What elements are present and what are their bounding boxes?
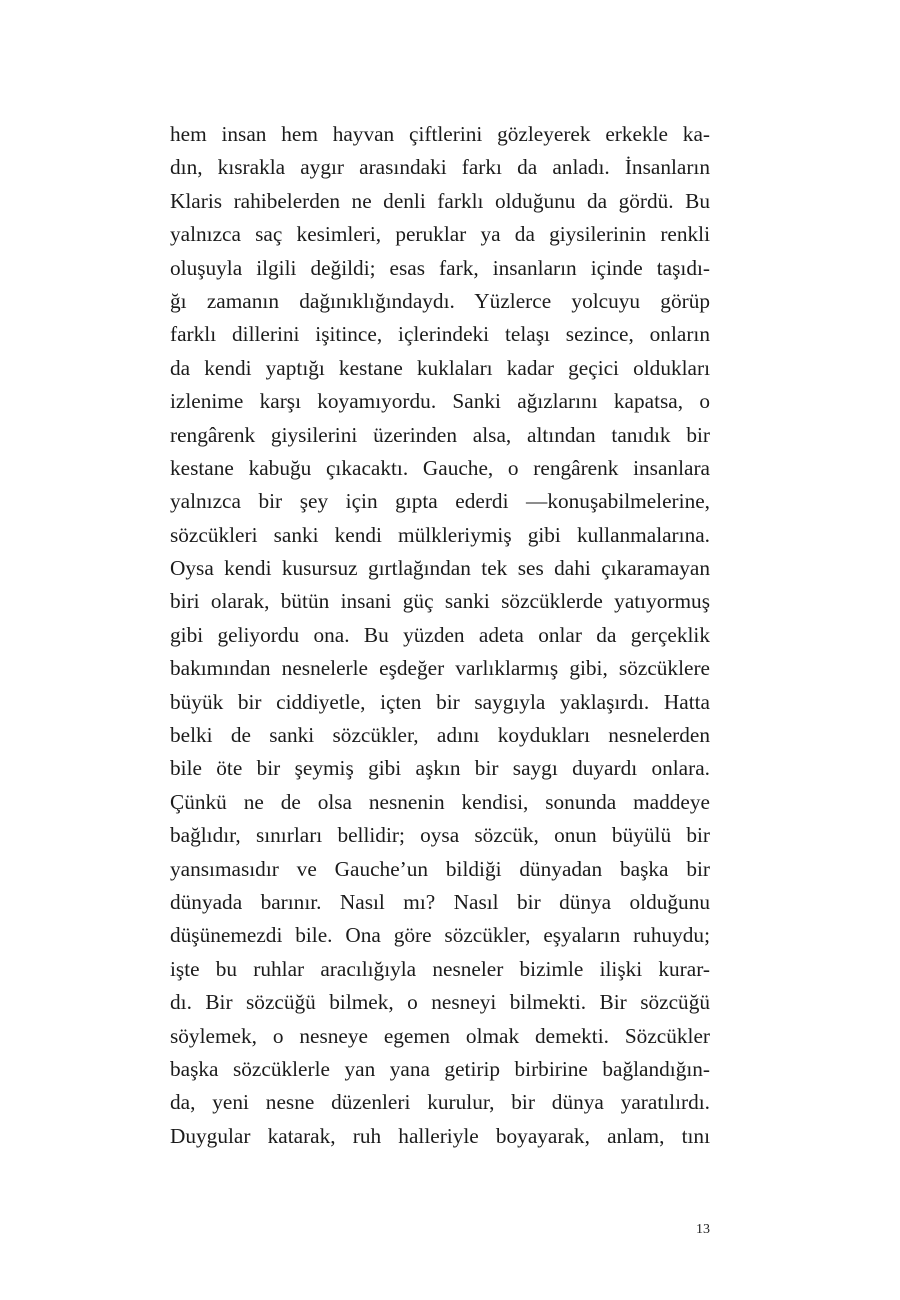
text-line: düşünemezdi bile. Ona göre sözcükler, eşyaların ruhuydu; (170, 923, 710, 948)
text-line: dünyada barınır. Nasıl mı? Nasıl bir dünya olduğunu (170, 889, 710, 914)
text-line: bile öte bir şeymiş gibi aşkın bir saygı duyardı onlara. (170, 756, 710, 781)
text-line: hem insan hem hayvan çiftlerini gözleyerek erkekle ka- (170, 122, 710, 146)
page-number: 13 (696, 1222, 710, 1237)
text-line: da, yeni nesne düzenleri kurulur, bir dünya yaratılırdı. (170, 1090, 710, 1115)
text-line: oluşuyla ilgili değildi; esas fark, insanların içinde taşıdı- (170, 255, 710, 280)
text-line: da kendi yaptığı kestane kuklaları kadar geçici oldukları (170, 355, 710, 380)
text-line: Oysa kendi kusursuz gırtlağından tek ses dahi çıkaramayan (170, 556, 710, 581)
text-line: rengârenk giysilerini üzerinden alsa, altından tanıdık bir (170, 422, 710, 447)
text-line: Çünkü ne de olsa nesnenin kendisi, sonunda maddeye (170, 789, 710, 814)
text-line: ğı zamanın dağınıklığındaydı. Yüzlerce yolcuyu görüp (170, 288, 710, 313)
text-line: biri olarak, bütün insani güç sanki sözcüklerde yatıyormuş (170, 589, 710, 614)
text-line: sözcükleri sanki kendi mülkleriymiş gibi kullanmalarına. (170, 522, 710, 547)
text-line: Duygular katarak, ruh halleriyle boyayarak, anlam, tını (170, 1123, 710, 1148)
text-line: izlenime karşı koyamıyordu. Sanki ağızlarını kapatsa, o (170, 389, 710, 414)
body-text (170, 118, 710, 1153)
text-line: belki de sanki sözcükler, adını koydukları nesnelerden (170, 723, 710, 748)
text-line: Klaris rahibelerden ne denli farklı olduğunu da gördü. Bu (170, 188, 710, 213)
text-line: dın, kısrakla aygır arasındaki farkı da anladı. İnsanların (170, 155, 710, 180)
text-line: kestane kabuğu çıkacaktı. Gauche, o rengârenk insanlara (170, 455, 710, 480)
text-line: işte bu ruhlar aracılığıyla nesneler bizimle ilişki kurar- (170, 956, 710, 981)
text-line: gibi geliyordu ona. Bu yüzden adeta onlar da gerçeklik (170, 622, 710, 647)
text-line: büyük bir ciddiyetle, içten bir saygıyla yaklaşırdı. Hatta (170, 689, 710, 714)
text-line: yansımasıdır ve Gauche’un bildiği dünyadan başka bir (170, 856, 710, 881)
text-line: dı. Bir sözcüğü bilmek, o nesneyi bilmekti. Bir sözcüğü (170, 990, 710, 1015)
text-line: başka sözcüklerle yan yana getirip birbirine bağlandığın- (170, 1056, 710, 1081)
text-line: bakımından nesnelerle eşdeğer varlıklarmış gibi, sözcüklere (170, 656, 710, 681)
text-line: farklı dillerini işitince, içlerindeki telaşı sezince, onların (170, 322, 710, 347)
text-line: bağlıdır, sınırları bellidir; oysa sözcük, onun büyülü bir (170, 823, 710, 848)
text-line: yalnızca bir şey için gıpta ederdi —konuşabilmelerine, (170, 489, 710, 514)
text-line: söylemek, o nesneye egemen olmak demekti. Sözcükler (170, 1023, 710, 1048)
text-line: yalnızca saç kesimleri, peruklar ya da giysilerinin renkli (170, 222, 710, 247)
